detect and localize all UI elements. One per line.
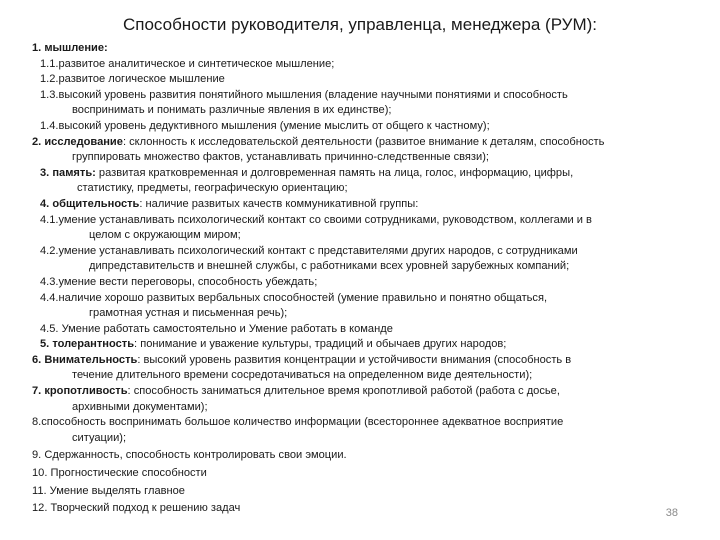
item-1-heading: 1. мышление: — [32, 42, 108, 54]
item-6-term: Внимательность — [44, 353, 138, 366]
abilities-list — [32, 41, 700, 517]
item-2-number: 2. — [32, 135, 45, 148]
item-5-text: : понимание и уважение культуры, традиций и обычаев других народов; — [134, 338, 507, 351]
item-4 — [32, 197, 700, 213]
item-7-line2: архивными документами); — [72, 400, 208, 413]
item-12: 12. Творческий подход к решению задач — [32, 502, 241, 515]
item-7-text: : способность заниматься длительное время кропотливой работой (работа с досье, — [127, 385, 560, 398]
item-4-text: : наличие развитых качеств коммуникативной группы: — [139, 197, 419, 210]
item-1-3-line1: 1.3.высокий уровень развития понятийного мышления (владение научными понятиями и способность — [40, 88, 568, 101]
item-6-number: 6. — [32, 353, 45, 366]
item-4-5: 4.5. Умение работать самостоятельно и Умение работать в команде — [40, 322, 393, 335]
item-7-term: кропотливость — [44, 385, 128, 398]
item-11: 11. Умение выделять главное — [32, 484, 185, 497]
item-2-line2: группировать множество фактов, устанавливать причинно-следственные связи); — [72, 151, 489, 164]
item-4-number: 4. — [40, 197, 53, 210]
item-3-number: 3. — [40, 166, 53, 179]
item-8-line2: ситуации); — [72, 431, 127, 444]
item-6-text: : высокий уровень развития концентрации и устойчивости внимания (способность в — [137, 353, 572, 366]
item-4-2-line1: 4.2.умение устанавливать психологический контакт с представителями других народов, с сотрудниками — [40, 244, 578, 257]
item-10: 10. Прогностические способности — [32, 467, 207, 480]
item-5-term: толерантность — [52, 338, 135, 351]
item-4-1-line2: целом с окружающим миром; — [89, 229, 241, 242]
item-7 — [32, 384, 700, 400]
item-1-1: 1.1.развитое аналитическое и синтетическое мышление; — [40, 57, 335, 70]
item-6-line2: течение длительного времени сосредотачиваться на определенном виде деятельности); — [72, 369, 533, 382]
item-8-line1: 8.способность воспринимать большое количество информации (всестороннее адекватное восприятие — [32, 416, 564, 429]
item-1-2: 1.2.развитое логическое мышление — [40, 73, 225, 86]
item-1-3-line2: воспринимать и понимать различные явления в их единстве); — [72, 104, 392, 117]
item-2 — [32, 135, 700, 151]
item-3-term: память: — [52, 166, 96, 179]
item-3 — [32, 166, 700, 182]
item-4-4-line1: 4.4.наличие хорошо развитых вербальных способностей (умение правильно и понятно общаться, — [40, 291, 548, 304]
item-4-term: общительность — [52, 197, 140, 210]
slide-title: Способности руководителя, управленца, менеджера (РУМ): — [122, 15, 598, 34]
item-1-4: 1.4.высокий уровень дедуктивного мышления (умение мыслить от общего к частному); — [40, 119, 490, 132]
item-2-term: исследование — [44, 135, 123, 148]
page-number: 38 — [665, 507, 678, 519]
item-3-text: развитая кратковременная и долговременная память на лица, голос, информацию, цифры, — [95, 166, 574, 179]
item-4-2-line2: дипредставительств и внешней службы, с работниками всех уровней зарубежных компаний; — [89, 260, 570, 273]
item-5 — [32, 337, 700, 353]
item-9: 9. Сдержанность, способность контролировать свои эмоции. — [32, 449, 347, 462]
item-7-number: 7. — [32, 385, 45, 398]
item-4-1-line1: 4.1.умение устанавливать психологический контакт со своими сотрудниками, руководством, коллегами и в — [40, 213, 592, 226]
item-2-text: : склонность к исследовательской деятельности (развитое внимание к деталям, способность — [122, 135, 605, 148]
item-3-line2: статистику, предметы, географическую ориентацию; — [77, 182, 348, 195]
item-6 — [32, 353, 700, 369]
item-4-4-line2: грамотная устная и письменная речь); — [89, 307, 288, 320]
item-5-number: 5. — [40, 338, 53, 351]
item-4-3: 4.3.умение вести переговоры, способность убеждать; — [40, 275, 318, 288]
